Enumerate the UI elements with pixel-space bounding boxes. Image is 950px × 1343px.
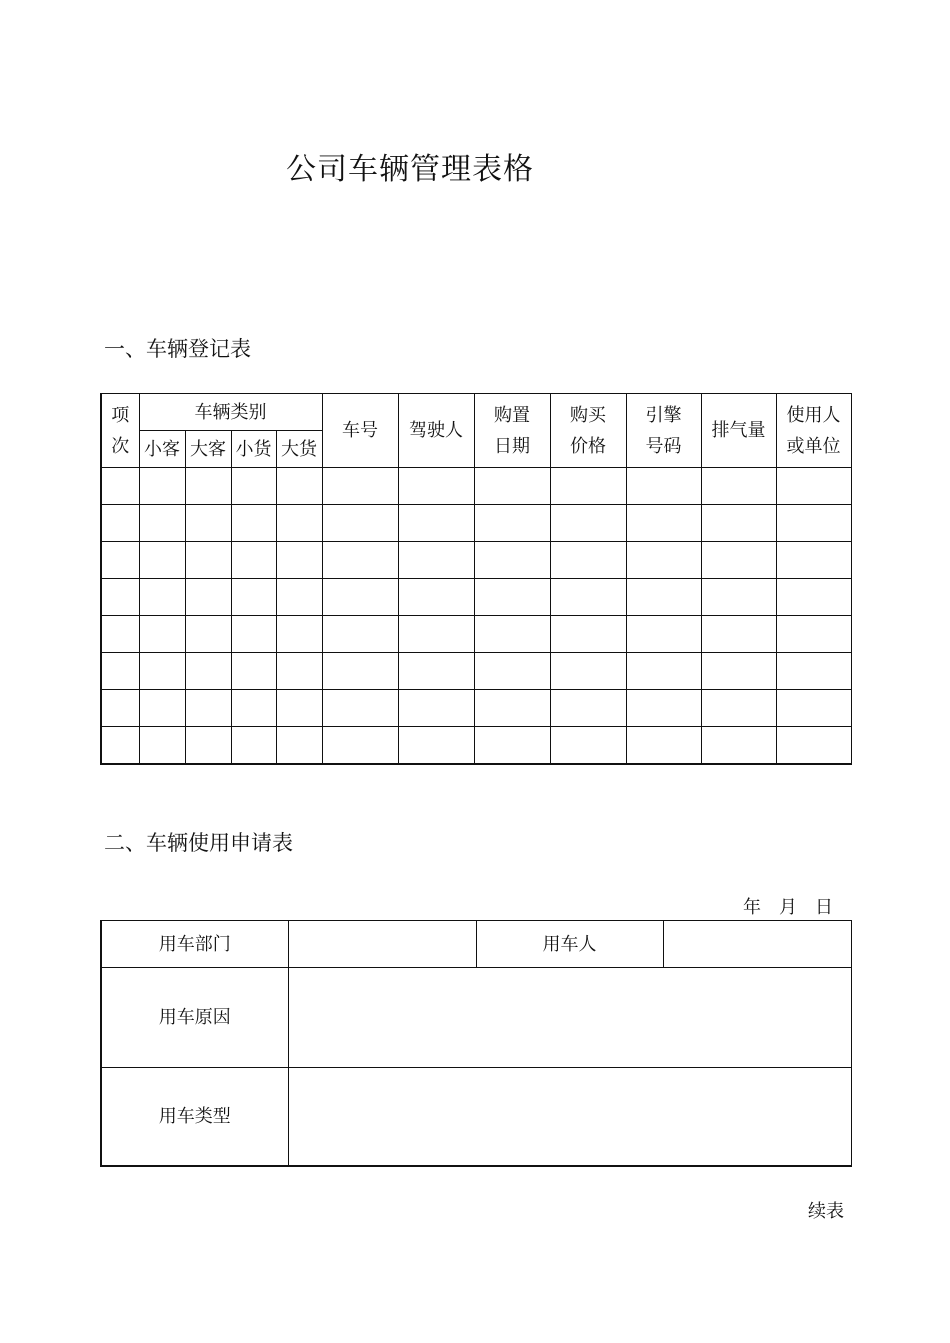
table-cell[interactable] (231, 468, 276, 505)
table-cell[interactable] (231, 542, 276, 579)
table-cell[interactable] (626, 468, 701, 505)
table-cell[interactable] (474, 690, 550, 727)
table-cell[interactable] (701, 690, 776, 727)
table-cell[interactable] (474, 505, 550, 542)
table-cell[interactable] (550, 542, 626, 579)
table-cell[interactable] (139, 505, 185, 542)
department-label: 用车部门 (101, 921, 288, 968)
table-row (101, 505, 851, 542)
table-cell[interactable] (701, 468, 776, 505)
table-cell[interactable] (185, 505, 231, 542)
table-cell[interactable] (626, 690, 701, 727)
table-cell[interactable] (139, 616, 185, 653)
table-cell[interactable] (776, 468, 851, 505)
table-cell[interactable] (322, 690, 398, 727)
table-cell[interactable] (322, 616, 398, 653)
user-label: 用车人 (476, 921, 663, 968)
continued-label: 续表 (808, 1201, 844, 1222)
table-cell[interactable] (231, 690, 276, 727)
table-cell[interactable] (550, 579, 626, 616)
header-plate-no: 车号 (322, 394, 398, 468)
table-cell[interactable] (626, 505, 701, 542)
table-cell[interactable] (322, 579, 398, 616)
table-cell[interactable] (550, 616, 626, 653)
table-cell[interactable] (398, 727, 474, 765)
header-purchase-price-line2: 价格 (570, 435, 606, 457)
table-cell[interactable] (776, 727, 851, 765)
header-large-passenger: 大客 (185, 431, 231, 468)
date-month-label: 月 (779, 897, 797, 918)
table-row (101, 727, 851, 765)
table-cell[interactable] (474, 542, 550, 579)
table-cell[interactable] (276, 542, 322, 579)
table-cell[interactable] (776, 542, 851, 579)
department-field[interactable] (288, 921, 476, 968)
header-vehicle-type: 车辆类别 (139, 394, 322, 431)
table-cell[interactable] (322, 653, 398, 690)
date-year-label: 年 (743, 897, 761, 918)
table-cell[interactable] (185, 727, 231, 765)
table-cell[interactable] (626, 727, 701, 765)
header-purchase-price (550, 394, 626, 468)
table-cell[interactable] (185, 653, 231, 690)
date-day-label: 日 (815, 897, 833, 918)
table-row (101, 542, 851, 579)
table-cell[interactable] (101, 727, 139, 765)
header-small-truck: 小货 (231, 431, 276, 468)
table-cell[interactable] (398, 653, 474, 690)
header-user-unit-line1: 使用人 (786, 404, 841, 426)
table-cell[interactable] (776, 579, 851, 616)
table-cell[interactable] (398, 505, 474, 542)
header-large-truck: 大货 (276, 431, 322, 468)
table-cell[interactable] (101, 542, 139, 579)
table-cell[interactable] (550, 468, 626, 505)
table-cell[interactable] (701, 542, 776, 579)
vehicle-request-table (100, 920, 852, 1167)
header-item-no (101, 394, 139, 468)
table-cell[interactable] (474, 653, 550, 690)
table-cell[interactable] (101, 616, 139, 653)
table-cell[interactable] (276, 727, 322, 765)
table-cell[interactable] (776, 690, 851, 727)
user-field[interactable] (663, 921, 851, 968)
header-small-passenger: 小客 (139, 431, 185, 468)
header-item-no-line2: 次 (111, 435, 130, 457)
table-cell[interactable] (626, 616, 701, 653)
table-cell[interactable] (322, 542, 398, 579)
table-cell[interactable] (550, 690, 626, 727)
reason-label: 用车原因 (101, 968, 288, 1068)
table-row (101, 616, 851, 653)
table-cell[interactable] (276, 468, 322, 505)
header-driver: 驾驶人 (398, 394, 474, 468)
page-title: 公司车辆管理表格 (286, 152, 534, 187)
table-row (101, 653, 851, 690)
table-cell[interactable] (626, 579, 701, 616)
table-cell[interactable] (139, 542, 185, 579)
table-cell[interactable] (701, 653, 776, 690)
table-cell[interactable] (322, 505, 398, 542)
table-cell[interactable] (139, 727, 185, 765)
table-cell[interactable] (231, 579, 276, 616)
table-cell[interactable] (626, 542, 701, 579)
table-cell[interactable] (276, 653, 322, 690)
table-cell[interactable] (185, 616, 231, 653)
table-cell[interactable] (398, 690, 474, 727)
header-user-unit (776, 394, 851, 468)
vehicle-registration-table (100, 393, 852, 765)
table-cell[interactable] (398, 579, 474, 616)
table-cell[interactable] (550, 727, 626, 765)
section2-heading: 二、车辆使用申请表 (104, 831, 293, 855)
table-cell[interactable] (474, 468, 550, 505)
table-cell[interactable] (185, 468, 231, 505)
type-label: 用车类型 (101, 1068, 288, 1166)
header-user-unit-line2: 或单位 (786, 435, 841, 457)
table-row (101, 690, 851, 727)
table-cell[interactable] (398, 468, 474, 505)
section1-heading: 一、车辆登记表 (104, 337, 251, 361)
table-cell[interactable] (322, 468, 398, 505)
table-cell[interactable] (322, 727, 398, 765)
table-cell[interactable] (776, 616, 851, 653)
table-cell[interactable] (101, 653, 139, 690)
table-cell[interactable] (185, 542, 231, 579)
header-purchase-price-line1: 购买 (570, 404, 606, 426)
table-cell[interactable] (550, 505, 626, 542)
table-cell[interactable] (701, 579, 776, 616)
table-cell[interactable] (398, 616, 474, 653)
table-cell[interactable] (185, 579, 231, 616)
table-cell[interactable] (231, 727, 276, 765)
table-cell[interactable] (139, 579, 185, 616)
table-cell[interactable] (276, 505, 322, 542)
header-item-no-line1: 项 (111, 404, 130, 426)
table-cell[interactable] (550, 653, 626, 690)
table-cell[interactable] (474, 616, 550, 653)
table-cell[interactable] (101, 579, 139, 616)
table-row (101, 579, 851, 616)
header-purchase-date (474, 394, 550, 468)
table-cell[interactable] (101, 505, 139, 542)
date-line (743, 893, 833, 919)
table-cell[interactable] (276, 690, 322, 727)
table-cell[interactable] (701, 505, 776, 542)
table-cell[interactable] (101, 690, 139, 727)
header-engine-no-line2: 号码 (645, 435, 682, 457)
table-cell[interactable] (139, 653, 185, 690)
table-cell[interactable] (139, 468, 185, 505)
reason-field[interactable] (288, 968, 851, 1068)
table-cell[interactable] (139, 690, 185, 727)
table-cell[interactable] (776, 653, 851, 690)
header-engine-no (626, 394, 701, 468)
table-cell[interactable] (776, 505, 851, 542)
table-cell[interactable] (231, 505, 276, 542)
table-row (101, 468, 851, 505)
table-cell[interactable] (276, 616, 322, 653)
header-purchase-date-line1: 购置 (494, 404, 530, 426)
header-displacement: 排气量 (701, 394, 776, 468)
table-cell[interactable] (701, 727, 776, 765)
table-cell[interactable] (626, 653, 701, 690)
table-cell[interactable] (231, 616, 276, 653)
table-cell[interactable] (185, 690, 231, 727)
header-purchase-date-line2: 日期 (494, 435, 530, 457)
table-cell[interactable] (474, 727, 550, 765)
type-field[interactable] (288, 1068, 851, 1166)
table-cell[interactable] (231, 653, 276, 690)
table-cell[interactable] (701, 616, 776, 653)
table-cell[interactable] (474, 579, 550, 616)
table-cell[interactable] (276, 579, 322, 616)
table-cell[interactable] (101, 468, 139, 505)
header-engine-no-line1: 引擎 (645, 404, 682, 426)
table-cell[interactable] (398, 542, 474, 579)
